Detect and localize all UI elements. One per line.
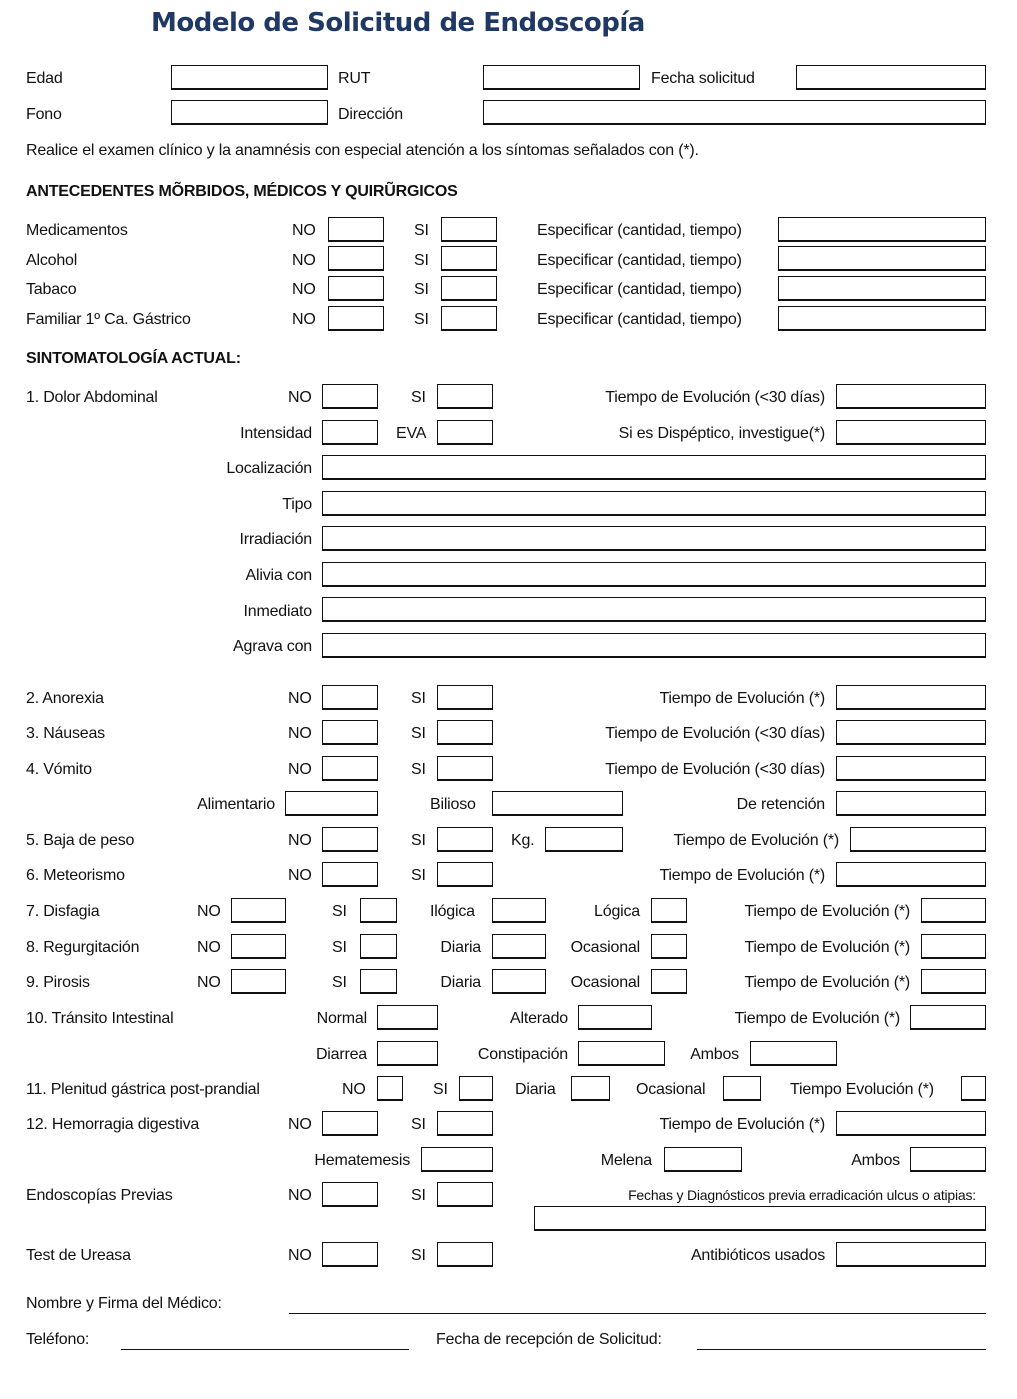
instruction-text: Realice el examen clínico y la anamnésis con especial atención a los síntomas señalados con (*). [26,142,699,159]
anorexia-si-checkbox[interactable] [437,685,493,710]
hemorragia-label: 12. Hemorragia digestiva [26,1116,200,1133]
regurgitacion-label: 8. Regurgitación [26,939,140,956]
alimentario-field[interactable] [285,791,378,816]
no-checkbox[interactable] [328,217,384,242]
localizacion-field[interactable] [322,455,986,480]
nauseas-tiempo-field[interactable] [836,720,986,745]
no-label: NO [288,1187,312,1204]
alterado-label: Alterado [510,1010,568,1027]
plenitud-label: 11. Plenitud gástrica post-prandial [26,1081,260,1098]
tiempo-label: Tiempo de Evolución (*) [744,903,910,920]
ocasional-label: Ocasional [570,974,640,991]
pirosis-tiempo-field[interactable] [921,969,986,994]
antecedente-label: Tabaco [26,281,77,298]
antecedente-label: Medicamentos [26,222,128,239]
anorexia-no-checkbox[interactable] [322,685,378,710]
diaria-field[interactable] [492,969,546,994]
retencion-label: De retención [736,796,825,813]
tiempo-label: Tiempo de Evolución (*) [659,867,825,884]
peso-tiempo-field[interactable] [850,827,986,852]
intensidad-field[interactable] [322,420,378,445]
no-label: NO [288,690,312,707]
fechas-diagnosticos-label: Fechas y Diagnósticos previa erradicación ulcus o atipias: [628,1187,976,1203]
hemorragia-si-checkbox[interactable] [437,1111,493,1136]
direccion-field[interactable] [483,100,986,125]
no-label: NO [288,832,312,849]
vomito-label: 4. Vómito [26,761,92,778]
agrava-label: Agrava con [233,638,312,655]
diarrea-field[interactable] [377,1041,438,1066]
recepcion-line[interactable] [697,1349,986,1350]
specify-field[interactable] [778,276,986,301]
telefono-label: Teléfono: [26,1331,90,1348]
hematemesis-field[interactable] [421,1147,493,1172]
ocasional-field[interactable] [723,1076,761,1101]
constipacion-label: Constipación [477,1046,568,1063]
logica-label: Lógica [594,903,640,920]
rut-field[interactable] [483,65,640,90]
no-label: NO [288,867,312,884]
no-label: NO [292,311,316,328]
localizacion-label: Localización [226,460,312,477]
tiempo-label: Tiempo de Evolución (<30 días) [605,389,825,406]
si-label: SI [332,974,347,991]
fono-field[interactable] [171,100,328,125]
endoscopias-label: Endoscopías Previas [26,1187,173,1204]
melena-label: Melena [600,1152,652,1169]
si-label: SI [414,252,429,269]
si-label: SI [411,1247,426,1264]
ocasional-field[interactable] [651,934,687,959]
specify-label: Especificar (cantidad, tiempo) [537,252,742,269]
ambos-field[interactable] [750,1041,837,1066]
normal-field[interactable] [377,1005,438,1030]
ureasa-no-checkbox[interactable] [322,1242,378,1267]
irradiacion-label: Irradiación [239,531,312,548]
no-label: NO [342,1081,366,1098]
tiempo-label: Tiempo de Evolución (<30 días) [605,725,825,742]
meteorismo-tiempo-field[interactable] [836,862,986,887]
page-title: Modelo de Solicitud de Endoscopía [151,8,645,38]
ocasional-field[interactable] [651,969,687,994]
si-label: SI [414,222,429,239]
si-label: SI [332,939,347,956]
diaria-label: Diaria [440,974,481,991]
fechas-diagnosticos-field[interactable] [534,1206,986,1231]
specify-label: Especificar (cantidad, tiempo) [537,222,742,239]
antecedentes-heading: ANTECEDENTES MÕRBIDOS, MÉDICOS Y QUIRŨRGICOS [26,183,458,200]
direccion-label: Dirección [338,106,403,123]
diarrea-label: Diarrea [315,1046,367,1063]
peso-si-checkbox[interactable] [437,827,493,852]
meteorismo-no-checkbox[interactable] [322,862,378,887]
plenitud-si-checkbox[interactable] [459,1076,493,1101]
hematemesis-label: Hematemesis [314,1152,410,1169]
edad-label: Edad [26,70,63,87]
agrava-field[interactable] [322,633,986,658]
pirosis-label: 9. Pirosis [26,974,90,991]
retencion-field[interactable] [836,791,986,816]
diaria-field[interactable] [492,934,546,959]
anorexia-label: 2. Anorexia [26,690,104,707]
firma-line[interactable] [289,1313,986,1314]
dolor-label: 1. Dolor Abdominal [26,389,158,406]
edad-field[interactable] [171,65,328,90]
alivia-field[interactable] [322,562,986,587]
telefono-line[interactable] [121,1349,409,1350]
no-checkbox[interactable] [328,246,384,271]
si-label: SI [414,311,429,328]
logica-field[interactable] [651,898,687,923]
regurgitacion-no-checkbox[interactable] [231,934,286,959]
si-label: SI [411,761,426,778]
si-checkbox[interactable] [441,217,497,242]
constipacion-field[interactable] [578,1041,665,1066]
no-label: NO [288,389,312,406]
tiempo-label: Tiempo de Evolución (*) [673,832,839,849]
melena-field[interactable] [664,1147,742,1172]
nauseas-label: 3. Náuseas [26,725,105,742]
si-label: SI [411,1116,426,1133]
vomito-si-checkbox[interactable] [437,756,493,781]
irradiacion-field[interactable] [322,526,986,551]
peso-label: 5. Baja de peso [26,832,135,849]
alterado-field[interactable] [578,1005,652,1030]
plenitud-no-checkbox[interactable] [377,1076,403,1101]
recepcion-label: Fecha de recepción de Solicitud: [436,1331,662,1348]
si-label: SI [411,1187,426,1204]
inmediato-field[interactable] [322,597,986,622]
bilioso-field[interactable] [492,791,623,816]
si-label: SI [332,903,347,920]
tiempo-label: Tiempo de Evolución (*) [659,1116,825,1133]
dolor-si-checkbox[interactable] [437,384,493,409]
nauseas-no-checkbox[interactable] [322,720,378,745]
transito-label: 10. Tránsito Intestinal [26,1010,174,1027]
eva-label: EVA [396,425,427,442]
alimentario-label: Alimentario [197,796,275,813]
sintomatologia-heading: SINTOMATOLOGÍA ACTUAL: [26,350,241,367]
plenitud-tiempo-field[interactable] [961,1076,986,1101]
tiempo-label: Tiempo de Evolución (*) [744,939,910,956]
ilogica-label: Ilógica [430,903,475,920]
inmediato-label: Inmediato [243,603,312,620]
tiempo-label: Tiempo Evolución (*) [790,1081,934,1098]
no-label: NO [292,281,316,298]
antibioticos-field[interactable] [836,1242,986,1267]
specify-field[interactable] [778,306,986,331]
kg-field[interactable] [545,827,623,852]
no-checkbox[interactable] [328,306,384,331]
ocasional-label: Ocasional [570,939,640,956]
no-label: NO [288,761,312,778]
tiempo-label: Tiempo de Evolución (*) [734,1010,900,1027]
hemorragia-no-checkbox[interactable] [322,1111,378,1136]
fecha-solicitud-label: Fecha solicitud [651,70,755,87]
disfagia-label: 7. Disfagia [26,903,100,920]
hemorragia-ambos-field[interactable] [910,1147,986,1172]
rut-label: RUT [338,70,371,87]
si-checkbox[interactable] [441,246,497,271]
meteorismo-label: 6. Meteorismo [26,867,125,884]
ocasional-label: Ocasional [636,1081,706,1098]
disfagia-no-checkbox[interactable] [231,898,286,923]
meteorismo-si-checkbox[interactable] [437,862,493,887]
hemorragia-tiempo-field[interactable] [836,1111,986,1136]
ambos-label: Ambos [690,1046,739,1063]
si-label: SI [411,725,426,742]
si-label: SI [411,690,426,707]
transito-tiempo-field[interactable] [910,1005,986,1030]
specify-label: Especificar (cantidad, tiempo) [537,311,742,328]
diaria-field[interactable] [571,1076,610,1101]
dispeptico-field[interactable] [836,420,986,445]
antecedente-label: Familiar 1º Ca. Gástrico [26,311,191,328]
no-label: NO [288,1247,312,1264]
firma-label: Nombre y Firma del Médico: [26,1295,222,1312]
si-label: SI [411,389,426,406]
vomito-no-checkbox[interactable] [322,756,378,781]
fono-label: Fono [26,106,62,123]
normal-label: Normal [316,1010,367,1027]
fecha-solicitud-field[interactable] [796,65,986,90]
ilogica-field[interactable] [492,898,546,923]
no-label: NO [197,939,221,956]
dispeptico-label: Si es Dispéptico, investigue(*) [618,425,825,442]
pirosis-no-checkbox[interactable] [231,969,286,994]
specify-label: Especificar (cantidad, tiempo) [537,281,742,298]
vomito-tiempo-field[interactable] [836,756,986,781]
diaria-label: Diaria [515,1081,556,1098]
regurgitacion-tiempo-field[interactable] [921,934,986,959]
si-label: SI [433,1081,448,1098]
tipo-label: Tipo [282,496,312,513]
regurgitacion-si-checkbox[interactable] [360,934,397,959]
intensidad-label: Intensidad [240,425,312,442]
anorexia-tiempo-field[interactable] [836,685,986,710]
kg-label: Kg. [511,832,535,849]
no-label: NO [292,222,316,239]
no-label: NO [288,725,312,742]
ambos-label: Ambos [851,1152,900,1169]
specify-field[interactable] [778,217,986,242]
si-label: SI [411,867,426,884]
disfagia-tiempo-field[interactable] [921,898,986,923]
no-label: NO [288,1116,312,1133]
nauseas-si-checkbox[interactable] [437,720,493,745]
endoscopias-no-checkbox[interactable] [322,1182,378,1207]
eva-field[interactable] [437,420,493,445]
no-label: NO [292,252,316,269]
disfagia-si-checkbox[interactable] [360,898,397,923]
no-checkbox[interactable] [328,276,384,301]
si-checkbox[interactable] [441,306,497,331]
dolor-no-checkbox[interactable] [322,384,378,409]
endoscopias-si-checkbox[interactable] [437,1182,493,1207]
si-label: SI [414,281,429,298]
specify-field[interactable] [778,246,986,271]
si-checkbox[interactable] [441,276,497,301]
diaria-label: Diaria [440,939,481,956]
no-label: NO [197,903,221,920]
ureasa-si-checkbox[interactable] [437,1242,493,1267]
tiempo-label: Tiempo de Evolución (*) [659,690,825,707]
peso-no-checkbox[interactable] [322,827,378,852]
alivia-label: Alivia con [245,567,312,584]
antibioticos-label: Antibióticos usados [690,1247,825,1264]
tipo-field[interactable] [322,491,986,516]
tiempo-label: Tiempo de Evolución (*) [744,974,910,991]
no-label: NO [197,974,221,991]
dolor-tiempo-field[interactable] [836,384,986,409]
tiempo-label: Tiempo de Evolución (<30 días) [605,761,825,778]
antecedente-label: Alcohol [26,252,78,269]
si-label: SI [411,832,426,849]
bilioso-label: Bilioso [430,796,476,813]
pirosis-si-checkbox[interactable] [360,969,397,994]
ureasa-label: Test de Ureasa [26,1247,131,1264]
